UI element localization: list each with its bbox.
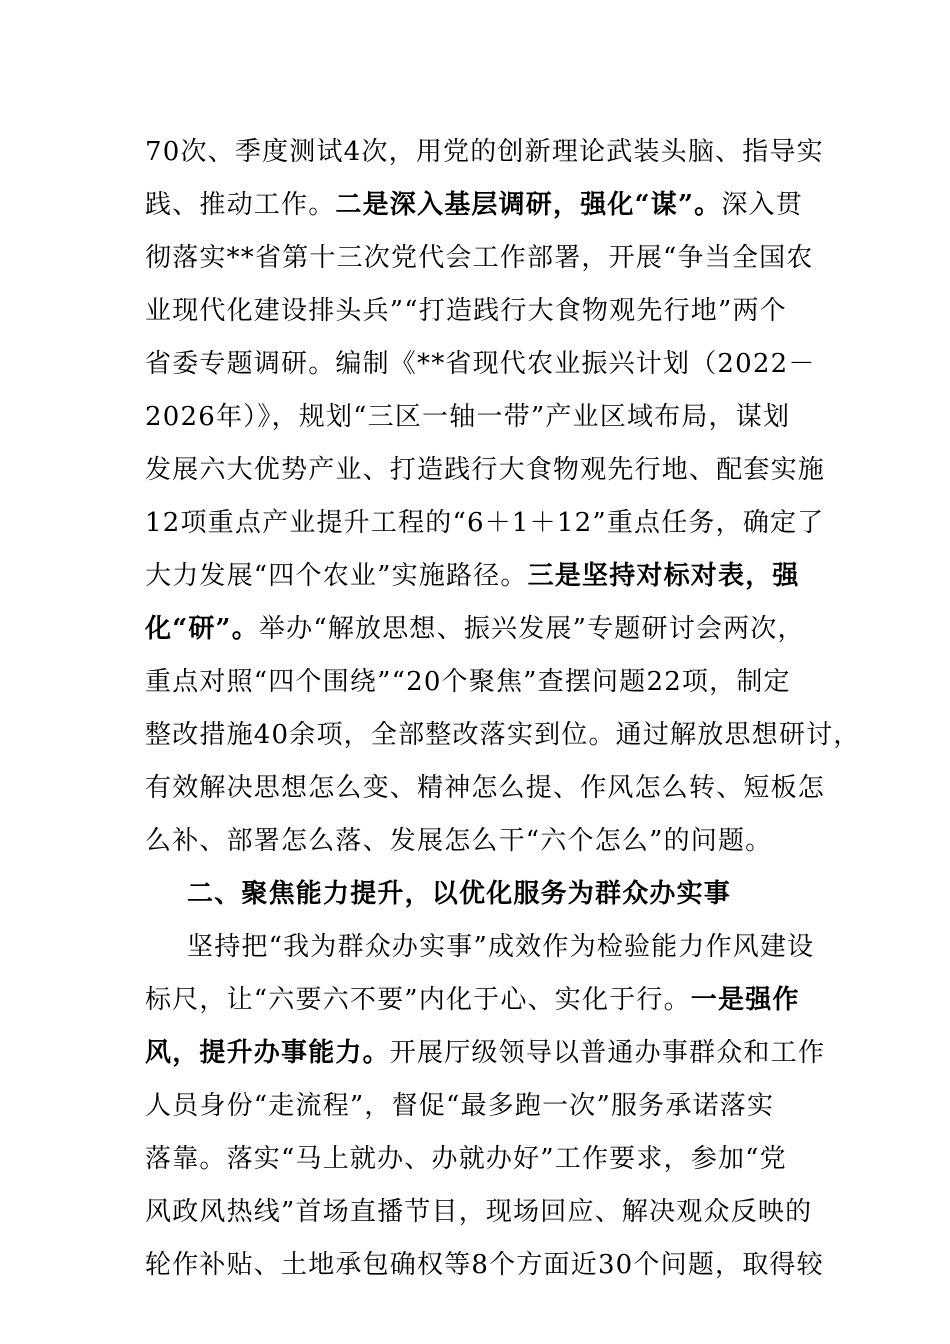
text-line bbox=[145, 285, 807, 338]
text-line bbox=[145, 126, 824, 179]
text-segment: 重点对照“四个围绕”“20个聚焦”查摆问题22项，制定 bbox=[145, 667, 791, 697]
text-segment: 12项重点产业提升工程的“6＋1＋12”重点任务，确定了 bbox=[145, 508, 825, 538]
text-line bbox=[145, 497, 825, 550]
bold-text-segment: 风，提升办事能力。 bbox=[145, 1038, 390, 1068]
text-line bbox=[145, 391, 807, 444]
text-line bbox=[145, 444, 826, 497]
text-segment: 70次、季度测试4次，用党的创新理论武装头脑、指导实 bbox=[145, 137, 824, 167]
text-segment: 大力发展“四个农业”实施路径。 bbox=[145, 561, 528, 591]
text-line bbox=[145, 709, 861, 762]
text-segment: 落靠。落实“马上就办、办就办好”工作要求，参加“党 bbox=[145, 1144, 787, 1174]
text-line bbox=[145, 338, 816, 391]
text-segment: 坚持把“我为群众办实事”成效作为检验能力作风建设 bbox=[187, 932, 815, 962]
text-line bbox=[145, 762, 826, 815]
text-line bbox=[145, 921, 815, 974]
text-segment: 深入贯 bbox=[721, 190, 803, 220]
text-line bbox=[145, 815, 807, 868]
bold-text-segment: 化“研”。 bbox=[145, 614, 259, 644]
text-line bbox=[145, 550, 807, 603]
bold-text-segment: 一是强作 bbox=[690, 985, 800, 1015]
text-line bbox=[145, 974, 807, 1027]
text-segment: 人员身份“走流程”，督促“最多跑一次”服务承诺落实 bbox=[145, 1091, 775, 1121]
text-line bbox=[145, 1239, 824, 1292]
text-line bbox=[145, 232, 814, 285]
text-line bbox=[145, 656, 807, 709]
text-segment: 开展厅级领导以普通办事群众和工作 bbox=[389, 1038, 826, 1068]
text-segment: 风政风热线”首场直播节目，现场回应、解决观众反映的 bbox=[145, 1197, 813, 1227]
bold-text-segment: 二、聚焦能力提升，以优化服务为群众办实事 bbox=[187, 879, 732, 909]
text-segment: 业现代化建设排头兵”“打造践行大食物观先行地”两个 bbox=[145, 296, 787, 326]
text-segment: 彻落实**省第十三次党代会工作部署，开展“争当全国农 bbox=[145, 243, 814, 273]
text-segment: 2026年）》，规划“三区一轴一带”产业区域布局，谋划 bbox=[145, 402, 791, 432]
text-segment: 有效解决思想怎么变、精神怎么提、作风怎么转、短板怎 bbox=[145, 773, 826, 803]
text-segment: 么补、部署怎么落、发展怎么干“六个怎么”的问题。 bbox=[145, 826, 773, 856]
text-segment: 省委专题调研。编制《**省现代农业振兴计划（2022－ bbox=[145, 349, 816, 379]
text-segment: 举办“解放思想、振兴发展”专题研讨会两次， bbox=[258, 614, 805, 644]
text-line bbox=[145, 179, 807, 232]
text-segment: 践、推动工作。 bbox=[145, 190, 336, 220]
text-segment: 整改措施40余项，全部整改落实到位。通过解放思想研讨， bbox=[145, 720, 861, 750]
bold-text-segment: 三是坚持对标对表，强 bbox=[527, 561, 800, 591]
text-segment: 发展六大优势产业、打造践行大食物观先行地、配套实施 bbox=[145, 455, 826, 485]
text-line bbox=[145, 1027, 826, 1080]
bold-text-segment: 二是深入基层调研，强化“谋”。 bbox=[335, 190, 722, 220]
section-heading bbox=[145, 868, 807, 921]
text-line bbox=[145, 1186, 813, 1239]
text-segment: 轮作补贴、土地承包确权等8个方面近30个问题，取得较 bbox=[145, 1250, 824, 1280]
text-line bbox=[145, 603, 807, 656]
text-segment: 标尺，让“六要六不要”内化于心、实化于行。 bbox=[145, 985, 691, 1015]
document-page bbox=[145, 126, 861, 1292]
text-line bbox=[145, 1080, 807, 1133]
text-line bbox=[145, 1133, 807, 1186]
